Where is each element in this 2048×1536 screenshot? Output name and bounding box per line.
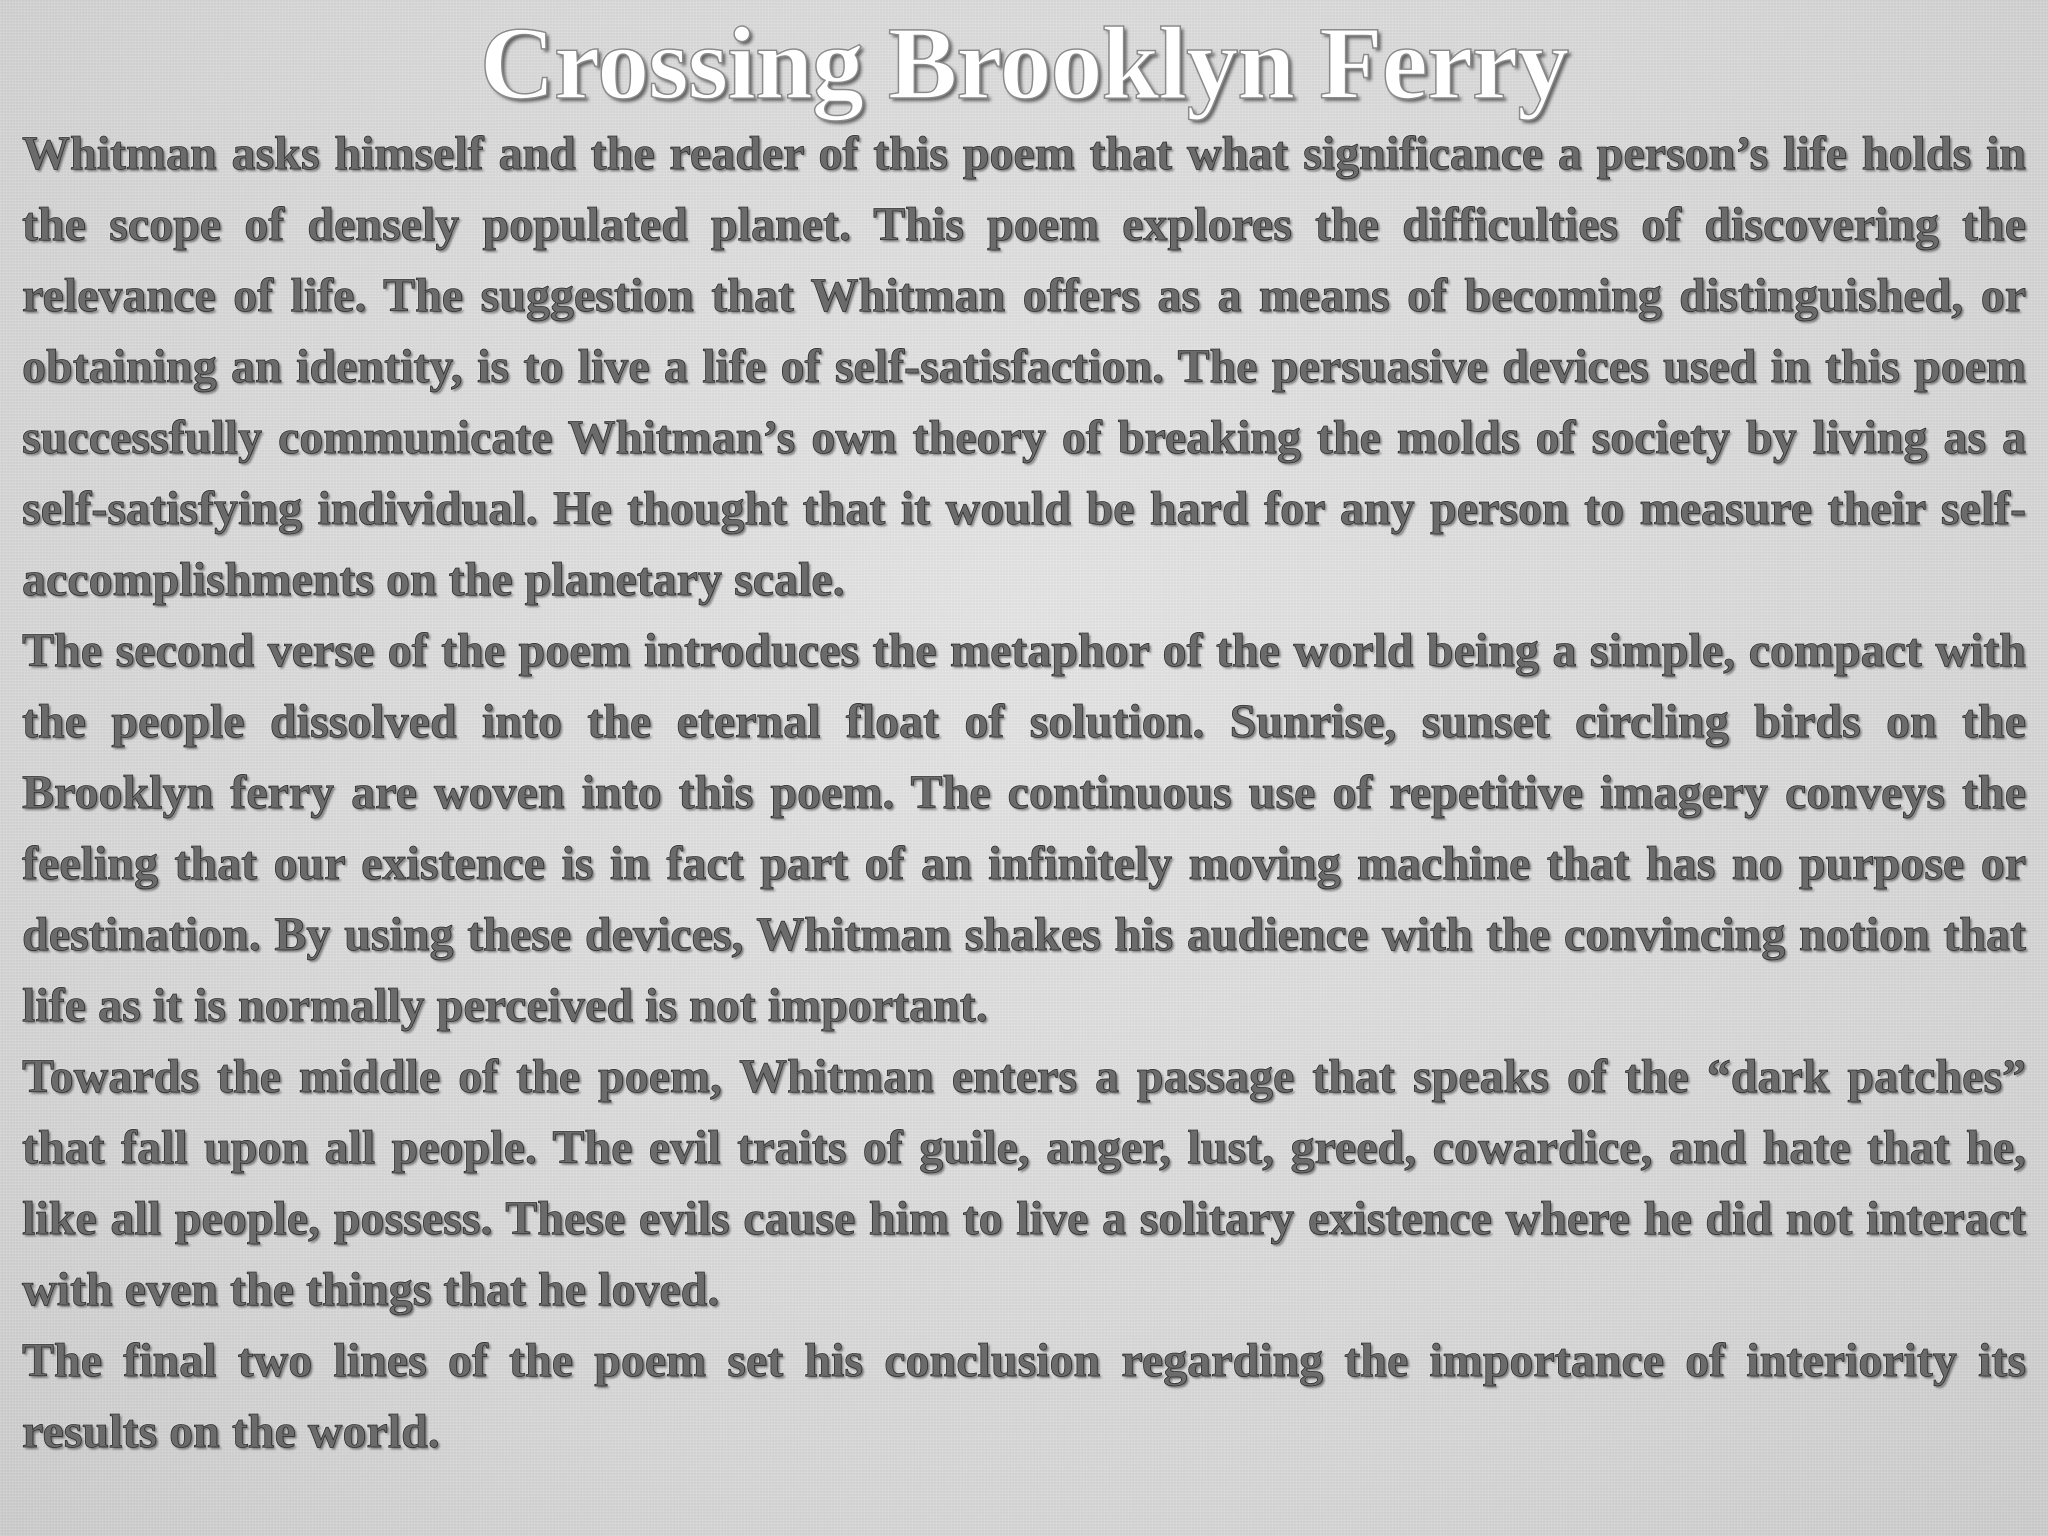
paragraph-intro: Whitman asks himself and the reader of this poem that what significance a person’s life holds in the scope of densely populated planet. This poem explores the difficulties of discovering the relevance of life. The suggestion that Whitman offers as a means of becoming distinguished, or obtaining an identity, is to live a life of self-satisfaction. The persuasive devices used in this poem successfully communicate Whitman’s own theory of breaking the molds of society by living as a self-satisfying individual. He thought that it would be hard for any person to measure their self- accomplishments on the planetary scale. <box>22 127 2026 606</box>
paragraph-second-verse: The second verse of the poem introduces the metaphor of the world being a simple, compact with the people dissolved into the eternal float of solution. Sunrise, sunset circling birds on the Brooklyn ferry are woven into this poem. The continuous use of repetitive imagery conveys the feeling that our existence is in fact part of an infinitely moving machine that has no purpose or destination. By using these devices, Whitman shakes his audience with the convincing notion that life as it is normally perceived is not important. <box>22 624 2026 1032</box>
paragraph-conclusion: The final two lines of the poem set his conclusion regarding the importance of interiority its results on the world. <box>22 1334 2026 1458</box>
slide-title: Crossing Brooklyn Ferry <box>479 6 1569 121</box>
paragraph-dark-patches: Towards the middle of the poem, Whitman enters a passage that speaks of the “dark patches” that fall upon all people. The evil traits of guile, anger, lust, greed, cowardice, and hate that he, like all people, possess. These evils cause him to live a solitary existence where he did not interact with even the things that he loved. <box>22 1050 2026 1316</box>
slide-body <box>22 118 2026 1467</box>
